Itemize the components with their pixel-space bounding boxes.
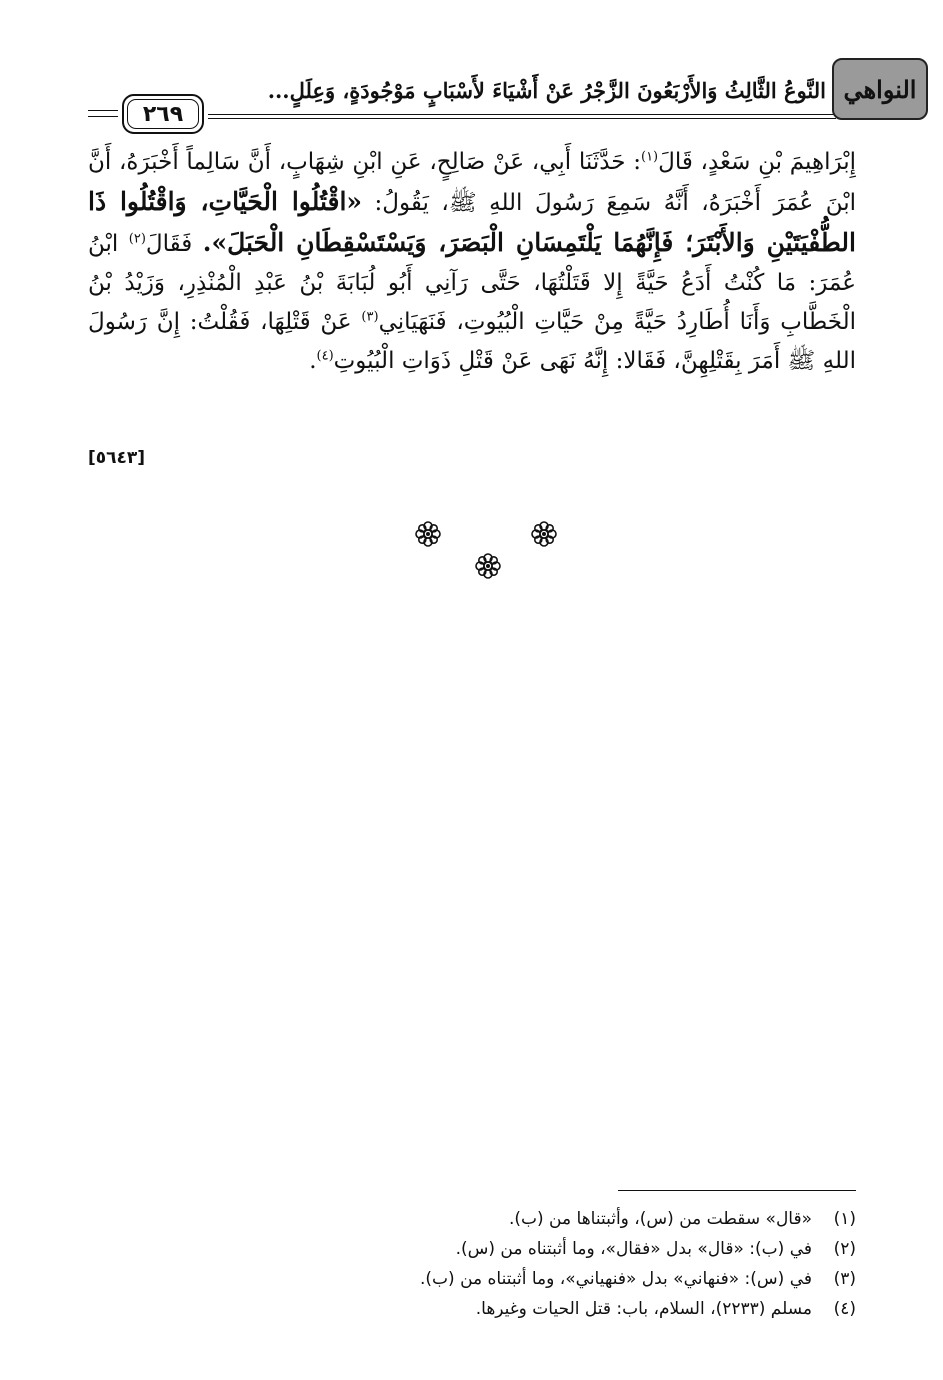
footnote-number: (٤): [833, 1299, 856, 1319]
page-number: ٢٦٩: [142, 101, 184, 127]
flower-ornament-icon: [414, 520, 442, 548]
footnote-number: (٢): [833, 1239, 856, 1259]
header-rule-left-2: [88, 116, 118, 117]
section-badge: النواهي: [832, 58, 928, 120]
sentence-end: .: [309, 348, 317, 374]
flower-ornament-icon: [530, 520, 558, 548]
footnote-separator: [618, 1190, 856, 1191]
hadith-matn: «اقْتُلُوا الْحَيَّاتِ، وَاقْتُلُوا ذَا الطُّفْيَتَيْنِ وَالأَبْتَرَ؛ فَإِنَّهُمَا يَلْتَمِسَانِ الْبَصَرَ، وَيَسْتَسْقِطَانِ الْحَبَلَ».: [88, 187, 856, 257]
footnote-text: «قال» سقطت من (س)، وأثبتناها من (ب).: [508, 1209, 812, 1229]
hadith-reference-number: [٥٦٤٣]: [88, 448, 146, 468]
main-text: [88, 143, 856, 381]
footnote-text: مسلم (٢٢٣٣)، السلام، باب: قتل الحيات وغيرها.: [475, 1299, 812, 1319]
footnote-ref-1[interactable]: (١): [640, 149, 659, 165]
isnad-text-2: : حَدَّثَنَا أَبِي، عَنْ صَالِحٍ، عَنِ ابْنِ شِهَابٍ، أَنَّ سَالِماً أَخْبَرَهُ، أَنَّ ابْنَ عُمَرَ أَخْبَرَهُ، أَنَّهُ سَمِعَ رَسُولَ اللهِ ﷺ، يَقُولُ:: [88, 149, 857, 216]
footnote-ref-4[interactable]: (٤): [316, 348, 334, 364]
footnote-number: (١): [833, 1209, 856, 1229]
footnote-number: (٣): [833, 1269, 856, 1289]
header-rule: [208, 114, 836, 115]
narration-text-1: فَقَالَ: [145, 231, 203, 257]
footnote-item: [136, 1204, 856, 1234]
footnote-text: في (س): «فنهاني» بدل «فنهياني»، وما أثبتناه من (ب).: [420, 1269, 812, 1289]
footnote-ref-2[interactable]: (٢): [128, 231, 146, 247]
footnote-item: [136, 1234, 856, 1264]
footnotes: [136, 1204, 856, 1324]
running-title: النَّوعُ الثَّالِثُ وَالأَرْبَعُونَ الزَّجْرُ عَنْ أَشْيَاءَ لأَسْبَابٍ مَوْجُودَةٍ، وَعِلَلٍ...: [267, 78, 826, 103]
page-number-box: [122, 94, 204, 134]
header-rule-2: [208, 118, 836, 119]
page-header: [88, 54, 917, 127]
header-rule-left: [88, 110, 118, 111]
narration-text-2: ابْنُ عُمَرَ: مَا كُنْتُ أَدَعُ حَيَّةً إِلا قَتَلْتُهَا، حَتَّى رَآنِي أَبُو لُبَابَةَ بْنُ عَبْدِ الْمُنْذِرِ، وَزَيْدُ بْنُ الْخَطَّابِ وَأَنَا أُطَارِدُ حَيَّةً مِنْ حَيَّاتِ الْبُيُوتِ، فَنَهَيَانِي: [88, 231, 856, 335]
footnote-item: [136, 1294, 856, 1324]
flower-ornament-icon: [474, 552, 502, 580]
footnote-ref-3[interactable]: (٣): [361, 309, 379, 325]
isnad-text-1: إِبْرَاهِيمَ بْنِ سَعْدٍ، قَالَ: [658, 149, 856, 175]
hadith-paragraph: [88, 143, 856, 381]
footnote-item: [136, 1264, 856, 1294]
narration-text-3: عَنْ قَتْلِهَا، فَقُلْتُ: إِنَّ رَسُولَ اللهِ ﷺ أَمَرَ بِقَتْلِهِنَّ، فَقَالا: إِنَّهُ نَهَى عَنْ قَتْلِ ذَوَاتِ الْبُيُوتِ: [88, 309, 856, 374]
footnote-text: في (ب): «قال» بدل «فقال»، وما أثبتناه من (س).: [455, 1239, 812, 1259]
